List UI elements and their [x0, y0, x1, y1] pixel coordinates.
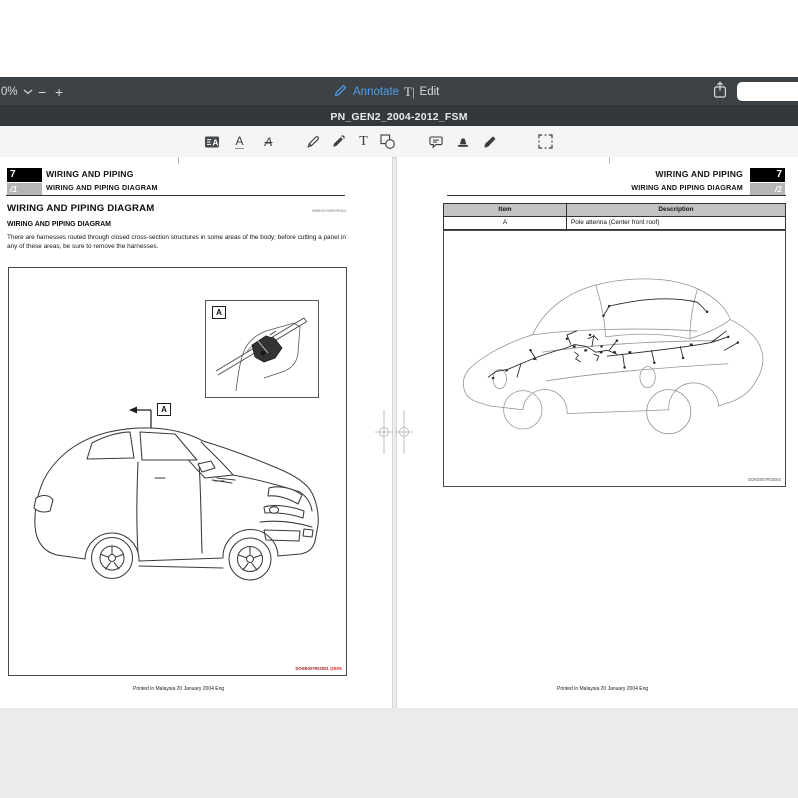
- zoom-out-button[interactable]: [38, 77, 46, 106]
- page-number-tab: /1: [7, 183, 42, 195]
- strikethrough-icon[interactable]: A: [264, 134, 273, 149]
- selection-icon[interactable]: [537, 133, 554, 150]
- chevron-down-icon: [23, 86, 33, 98]
- text-tool-icon[interactable]: T: [359, 133, 368, 149]
- underline-icon[interactable]: A: [235, 133, 244, 148]
- document-titlebar: [0, 106, 798, 127]
- registration-mark-icon: [394, 410, 414, 454]
- minus-icon: −: [38, 83, 47, 100]
- table-row: [444, 217, 785, 229]
- edit-label: Edit: [419, 85, 440, 98]
- zoom-level[interactable]: [1, 77, 33, 106]
- registration-mark-icon: [374, 410, 394, 454]
- main-toolbar: [0, 77, 798, 106]
- page-footer: Printed in Malaysia 20 January 2004 Eng: [133, 686, 225, 692]
- plus-icon: +: [55, 83, 64, 100]
- antenna-clip-drawing: [206, 301, 318, 397]
- table-cell-item: A: [444, 217, 567, 229]
- subsection-title: WIRING AND PIPING DIAGRAM: [7, 221, 111, 228]
- text-edit-icon: T|: [404, 83, 415, 99]
- car-front-view-drawing: [17, 418, 339, 610]
- document-page-left[interactable]: [0, 157, 392, 708]
- page-header-subtitle: WIRING AND PIPING DIAGRAM: [46, 183, 158, 192]
- section-code: W8R007WPIPE004: [311, 208, 346, 213]
- inset-label: A: [212, 306, 226, 319]
- annotation-toolbar: [0, 126, 798, 158]
- registration-tick: [178, 157, 179, 164]
- table-header-row: [444, 204, 785, 217]
- callout-label: A: [157, 403, 171, 416]
- chapter-tab: 7: [750, 168, 785, 182]
- document-title: PN_GEN2_2004-2012_FSM: [330, 111, 468, 123]
- registration-tick: [609, 157, 610, 164]
- zoom-in-button[interactable]: [55, 77, 63, 106]
- header-rule: [447, 195, 786, 196]
- table-header-description: Description: [658, 206, 694, 213]
- share-button[interactable]: [713, 77, 727, 106]
- page-header-title: WIRING AND PIPING: [46, 169, 134, 179]
- text-style-icon[interactable]: [203, 133, 220, 150]
- zoom-level-label: 0%: [1, 85, 18, 98]
- stamp-icon[interactable]: [454, 133, 471, 150]
- share-icon: [713, 81, 727, 102]
- inset-detail-box: [205, 300, 319, 398]
- page-number-tab: /2: [750, 183, 785, 195]
- section-title: WIRING AND PIPING DIAGRAM: [7, 203, 155, 214]
- pen-icon: [334, 83, 348, 100]
- shapes-icon[interactable]: [379, 133, 396, 150]
- table-header-item: Item: [444, 204, 567, 216]
- signature-icon[interactable]: [481, 133, 498, 150]
- chapter-tab: 7: [7, 168, 42, 182]
- annotate-label: Annotate: [353, 85, 400, 98]
- edit-button[interactable]: [404, 77, 439, 106]
- search-input[interactable]: [737, 82, 798, 101]
- annotate-button[interactable]: [334, 77, 399, 106]
- table-cell-description: Pole attenna (Center front roof): [571, 219, 660, 226]
- highlighter-icon[interactable]: [329, 133, 346, 150]
- page-header-subtitle: WIRING AND PIPING DIAGRAM: [631, 183, 743, 192]
- figure-box-antenna-location: [8, 267, 347, 676]
- header-rule: [6, 195, 345, 196]
- note-icon[interactable]: [427, 133, 444, 150]
- item-description-table: [443, 203, 786, 230]
- body-paragraph: There are harnesses routed through closed cross-section structures in some areas of the body; before cutting a panel in any of these areas, be sure to remove the harnesses.: [7, 234, 346, 250]
- document-page-right[interactable]: [397, 157, 798, 708]
- harness-routing-drawing: [447, 237, 782, 477]
- svg-text:A: A: [211, 136, 219, 147]
- pencil-icon[interactable]: [304, 133, 321, 150]
- figure-box-harness-routing: [443, 230, 786, 487]
- figure-code: DOKB007R03001 @93%: [295, 666, 342, 671]
- page-footer: Printed in Malaysia 20 January 2004 Eng: [557, 686, 649, 692]
- desktop-background: [0, 0, 798, 77]
- page-header-title: WIRING AND PIPING: [655, 169, 743, 179]
- figure-code: DOKB007R03002: [748, 477, 781, 482]
